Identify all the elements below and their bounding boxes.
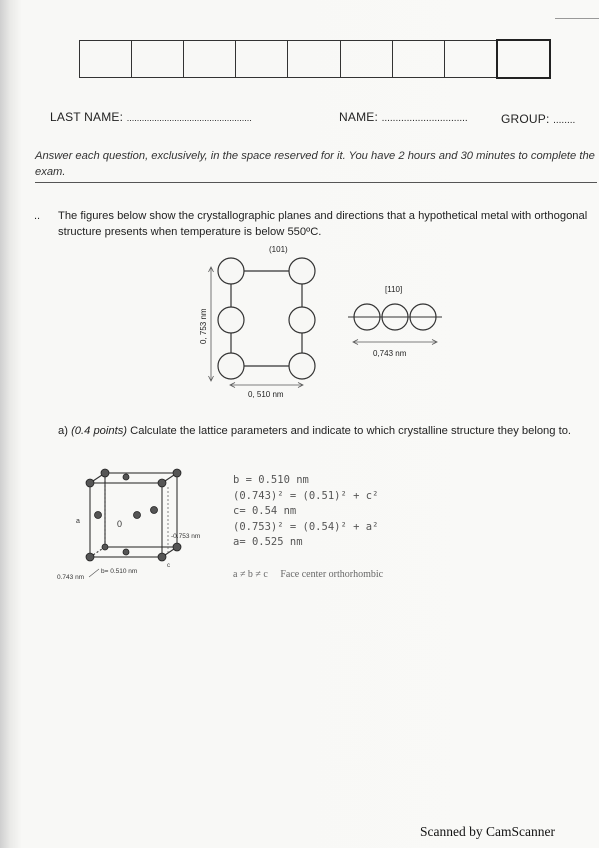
atom — [95, 512, 102, 519]
atom — [123, 549, 129, 555]
atom — [134, 512, 141, 519]
atom — [218, 307, 244, 333]
scanner-watermark: Scanned by CamScanner — [420, 824, 555, 839]
plane-label: (101) — [269, 245, 288, 254]
score-box — [131, 40, 183, 78]
last-name-label: LAST NAME: — [50, 110, 124, 124]
direction-arrow — [353, 340, 437, 345]
score-box — [287, 40, 339, 78]
last-name-field — [50, 110, 252, 124]
part-a-points: (0.4 points) — [71, 425, 128, 437]
score-box — [235, 40, 287, 78]
lattice-relation: a ≠ b ≠ c — [233, 569, 268, 580]
unit-cell-figure — [55, 465, 235, 590]
part-a-text: Calculate the lattice parameters and indicate to which crystalline structure they belong to. — [130, 425, 572, 437]
atom — [218, 353, 244, 379]
atom — [86, 479, 94, 487]
planes-figure — [190, 240, 450, 400]
atom — [218, 258, 244, 284]
calc-line: (0.743)² = (0.51)² + c² — [233, 489, 379, 502]
part-a-label: a) — [58, 425, 68, 437]
width-label: 0, 510 nm — [248, 390, 284, 399]
height-label: 0, 753 nm — [199, 308, 208, 344]
atom — [102, 544, 108, 550]
calc-line: c= 0.54 nm — [233, 505, 297, 517]
c-label: c — [167, 563, 170, 569]
atom — [158, 479, 166, 487]
atom — [289, 307, 315, 333]
last-name-blank: .................................................. — [126, 113, 252, 123]
score-grid — [79, 39, 551, 79]
height-arrow — [209, 267, 214, 381]
group-label: GROUP: — [501, 112, 550, 126]
question-number: .. — [34, 210, 41, 222]
atom — [289, 258, 315, 284]
name-blank: ............................... — [381, 113, 468, 124]
diagonal-line — [89, 569, 99, 577]
score-box — [392, 40, 444, 78]
group-blank: ........ — [553, 115, 576, 126]
total-score-box — [496, 39, 551, 79]
score-box — [183, 40, 235, 78]
name-label: NAME: — [339, 110, 379, 124]
score-box — [444, 40, 496, 78]
part-a — [58, 423, 588, 439]
group-field — [501, 112, 575, 126]
top-edge-line — [555, 18, 599, 19]
direction-label: [110] — [385, 285, 403, 294]
b-label: b= 0.510 nm — [101, 568, 138, 575]
calc-line: (0.753)² = (0.54)² + a² — [233, 520, 379, 533]
structure-conclusion — [233, 569, 383, 580]
width-arrow — [230, 383, 303, 388]
atom — [173, 469, 181, 477]
calc-line: b = 0.510 nm — [233, 474, 309, 486]
calculation-block — [233, 473, 378, 551]
header-divider — [35, 182, 597, 183]
structure-type: Face center orthorhombic — [280, 569, 384, 580]
calc-line: a= 0.525 nm — [233, 536, 303, 548]
a-label: a — [76, 518, 80, 525]
score-box — [340, 40, 392, 78]
atom — [151, 507, 158, 514]
atom — [158, 553, 166, 561]
diagonal-label: 0.743 nm — [57, 574, 85, 581]
direction-length-label: 0,743 nm — [373, 349, 407, 358]
center-label: 0 — [117, 519, 123, 529]
atom — [123, 474, 129, 480]
name-field — [339, 110, 468, 124]
height-label: -0.753 nm — [171, 533, 201, 540]
question-text: The figures below show the crystallographic planes and directions that a hypothetical metal with orthogonal structure presents when temperature is below 550ºC. — [58, 210, 588, 238]
atom — [101, 469, 109, 477]
atom — [173, 543, 181, 551]
instructions: Answer each question, exclusively, in the space reserved for it. You have 2 hours and 30 minutes to complete the exam. — [35, 150, 595, 178]
atom — [289, 353, 315, 379]
atom — [86, 553, 94, 561]
score-box — [79, 40, 131, 78]
